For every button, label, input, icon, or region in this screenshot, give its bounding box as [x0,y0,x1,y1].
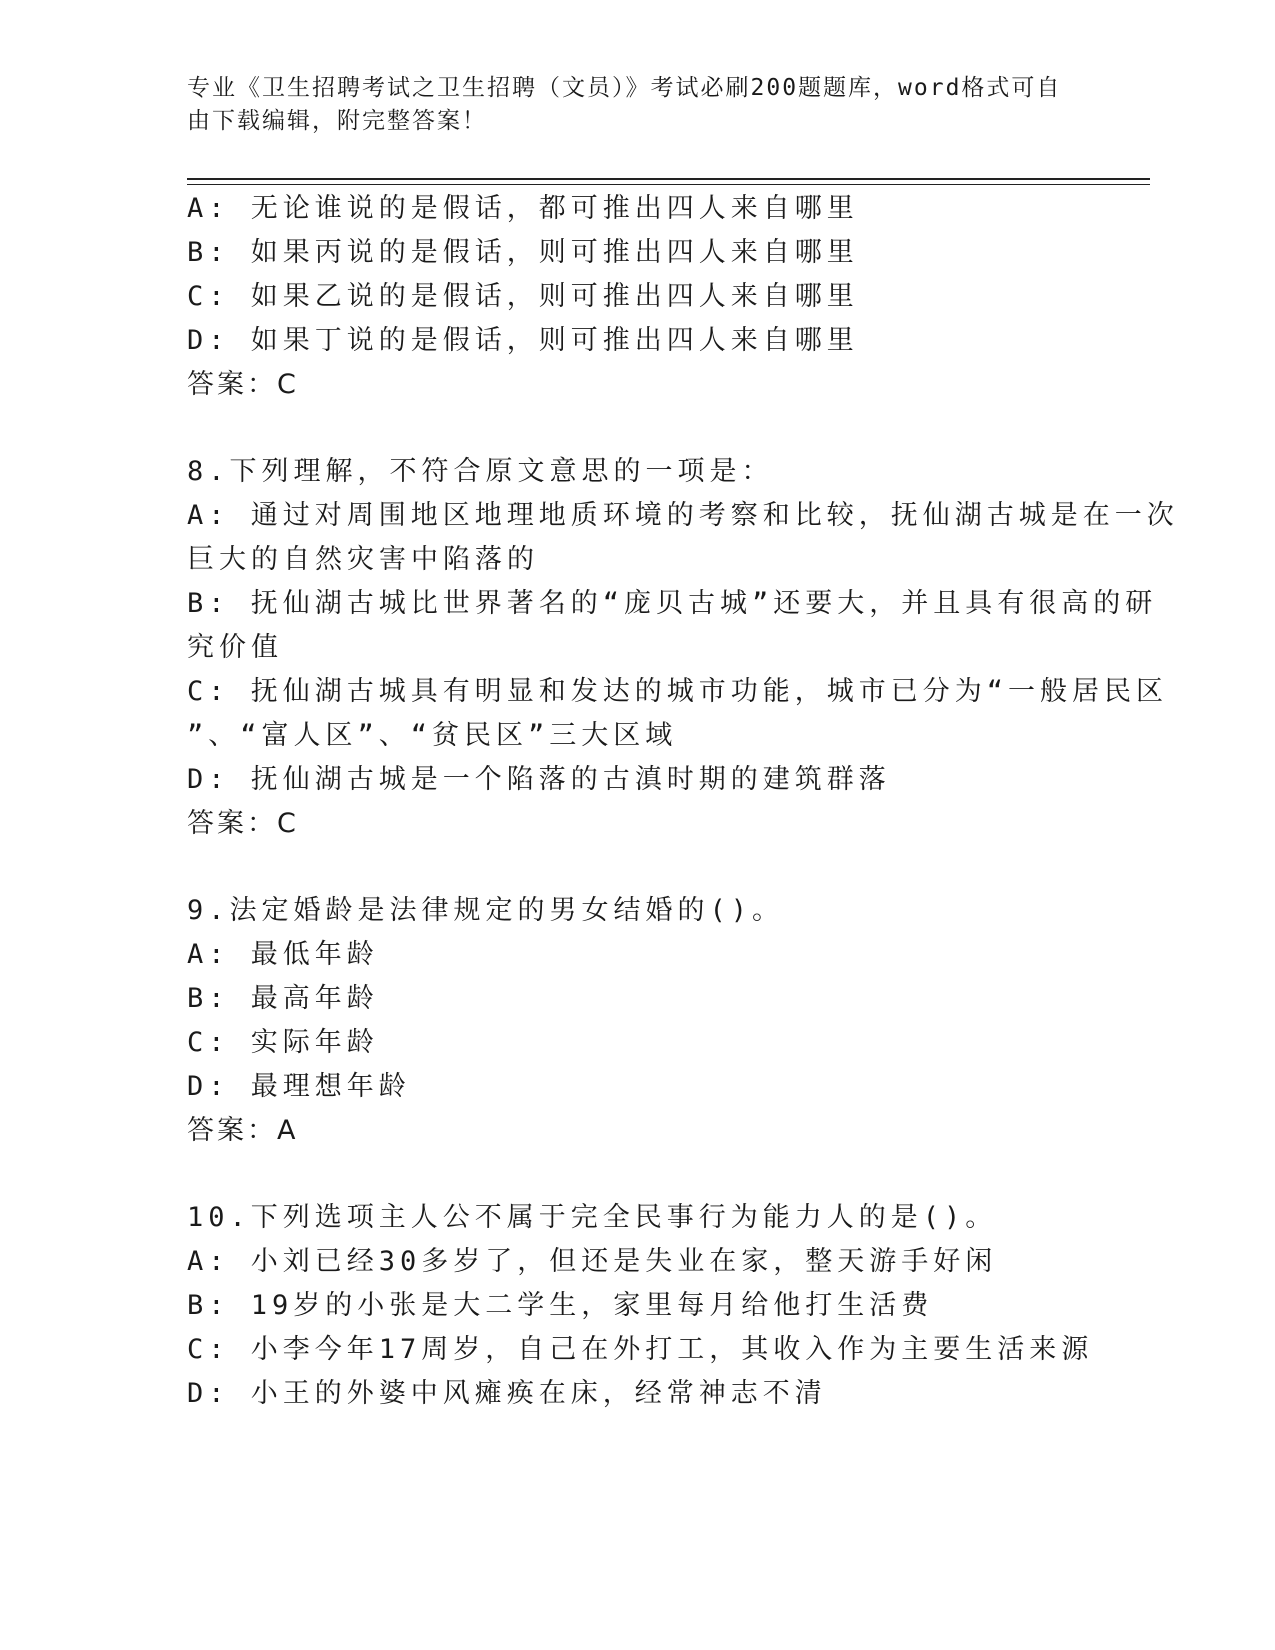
q9-option-c: C: 实际年龄 [187,1027,379,1058]
q9-option-b: B: 最高年龄 [187,983,379,1014]
q8-option-b-line2: 究价值 [187,632,283,663]
q7-option-c: C: 如果乙说的是假话，则可推出四人来自哪里 [187,281,859,312]
q9-option-a: A: 最低年龄 [187,939,379,970]
q7-option-b: B: 如果丙说的是假话，则可推出四人来自哪里 [187,237,859,268]
q8-answer: 答案：C [187,808,299,839]
q7-option-a: A: 无论谁说的是假话，都可推出四人来自哪里 [187,193,859,224]
q7-answer: 答案：C [187,369,299,400]
q9-option-d: D: 最理想年龄 [187,1071,411,1102]
q7-option-d: D: 如果丁说的是假话，则可推出四人来自哪里 [187,325,859,356]
q10-question: 10.下列选项主人公不属于完全民事行为能力人的是()。 [187,1202,998,1233]
q10-option-d: D: 小王的外婆中风瘫痪在床，经常神志不清 [187,1378,827,1409]
header-line-1: 专业《卫生招聘考试之卫生招聘（文员）》考试必刷200题题库，word格式可自 [187,75,1062,101]
header-line-2: 由下载编辑，附完整答案！ [187,108,487,134]
q8-option-a-line1: A: 通过对周围地区地理地质环境的考察和比较，抚仙湖古城是在一次 [187,500,1179,531]
q8-option-c-line1: C: 抚仙湖古城具有明显和发达的城市功能，城市已分为“一般居民区 [187,676,1169,707]
q8-option-c-line2: ”、“富人区”、“贫民区”三大区域 [187,720,678,751]
q8-option-d: D: 抚仙湖古城是一个陷落的古滇时期的建筑群落 [187,764,891,795]
header-rule-thick [187,178,1150,180]
q9-question: 9.法定婚龄是法律规定的男女结婚的()。 [187,895,785,926]
q9-answer: 答案：A [187,1115,299,1146]
q10-option-c: C: 小李今年17周岁，自己在外打工，其收入作为主要生活来源 [187,1334,1094,1365]
q8-option-a-line2: 巨大的自然灾害中陷落的 [187,544,539,575]
q10-option-a: A: 小刘已经30多岁了，但还是失业在家，整天游手好闲 [187,1246,998,1277]
q8-question: 8.下列理解，不符合原文意思的一项是： [187,456,774,487]
document-header [187,72,1067,138]
header-rule-thin [187,184,1150,185]
q10-option-b: B: 19岁的小张是大二学生，家里每月给他打生活费 [187,1290,934,1321]
q8-option-b-line1: B: 抚仙湖古城比世界著名的“庞贝古城”还要大，并且具有很高的研 [187,588,1158,619]
